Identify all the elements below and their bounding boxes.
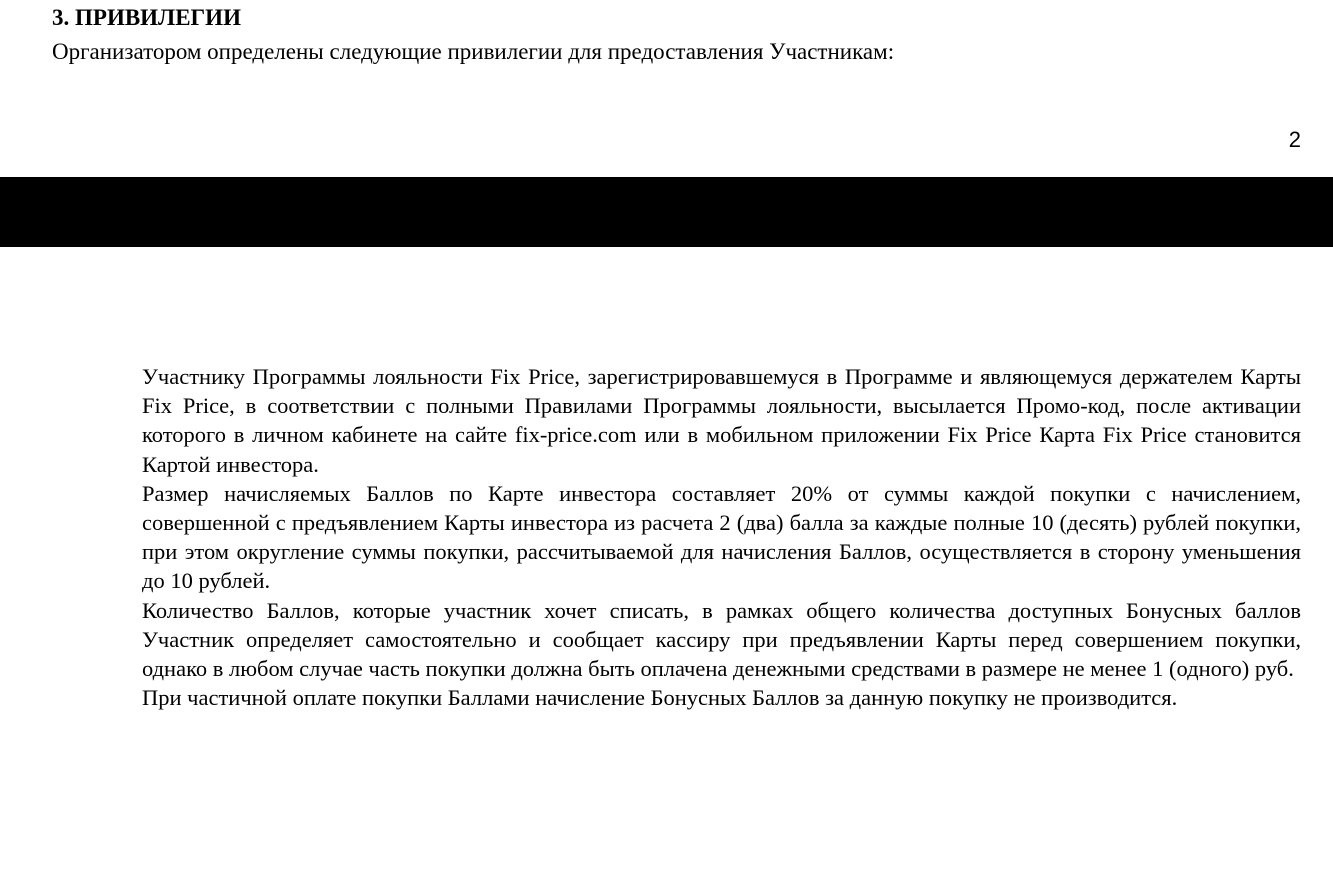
paragraph-points-redemption: Количество Баллов, которые участник хочет списать, в рамках общего количества доступных Бонусных баллов Участник определяет самостоятельно и сообщает кассиру при предъявлении Карты перед совершением покупки, однако в любом случае часть покупки должна быть оплачена денежными средствами в размере не менее 1 (одного) руб. <box>142 597 1301 682</box>
privileges-content <box>142 362 1301 712</box>
paragraph-points-accrual: Размер начисляемых Баллов по Карте инвестора составляет 20% от суммы каждой покупки с начислением, совершенной с предъявлением Карты инвестора из расчета 2 (два) балла за каждые полные 10 (десять) рублей покупки, при этом округление суммы покупки, рассчитываемой для начисления Баллов, осуществляется в сторону уменьшения до 10 рублей. <box>142 480 1301 594</box>
paragraph-partial-payment: При частичной оплате покупки Баллами начисление Бонусных Баллов за данную покупку не производится. <box>142 685 1178 711</box>
section-heading: 3. ПРИВИЛЕГИИ <box>52 5 241 30</box>
paragraph-investor-card: Участнику Программы лояльности Fix Price, зарегистрировавшемуся в Программе и являющемуся держателем Карты Fix Price, в соответствии с полными Правилами Программы лояльности, высылается Промо-код, после активации которого в личном кабинете на сайте fix-price.com или в мобильном приложении Fix Price Карта Fix Price становится Картой инвестора. <box>142 364 1301 477</box>
page-number: 2 <box>1288 127 1301 152</box>
page-break-bar <box>0 177 1333 247</box>
section-intro: Организатором определены следующие привилегии для предоставления Участникам: <box>52 39 895 64</box>
